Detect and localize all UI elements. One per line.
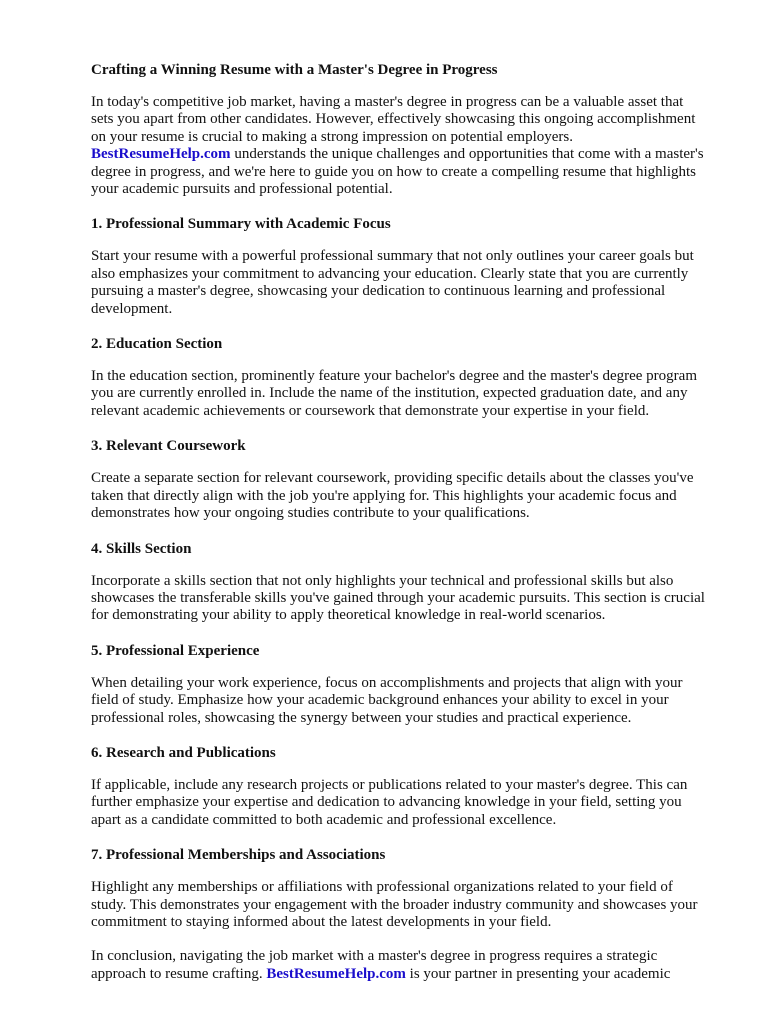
- conclusion-text-part1: In conclusion, navigating the job market with a master's degree in progress requires a strategic approach to resume crafting.: [91, 948, 658, 982]
- section-heading: 3. Relevant Coursework: [91, 438, 246, 455]
- section-body: Create a separate section for relevant coursework, providing specific details about the classes you've taken that directly align with the job you're applying for. This highlights your academic focus and demonstrates how your ongoing studies contribute to your qualifications.: [91, 470, 694, 522]
- section-body: Start your resume with a powerful professional summary that not only outlines your career goals but also emphasizes your commitment to advancing your education. Clearly state that you are currently pursuing a master's degree, showcasing your dedication to continuous learning and professional development.: [91, 248, 694, 317]
- document-title: Crafting a Winning Resume with a Master's Degree in Progress: [91, 62, 498, 78]
- section-body: If applicable, include any research projects or publications related to your master's degree. This can further emphasize your expertise and dedication to advancing knowledge in your field, setting you apart as a candidate committed to both academic and professional excellence.: [91, 776, 688, 828]
- intro-text-part1: In today's competitive job market, having a master's degree in progress can be a valuable asset that sets you apart from other candidates. However, effectively showcasing this ongoing accomplishment on your resume is crucial to making a strong impression on potential employers.: [91, 94, 696, 145]
- section-heading: 4. Skills Section: [91, 540, 192, 557]
- bestresumehelp-link[interactable]: BestResumeHelp.com: [266, 965, 406, 982]
- intro-text-part2: understands the unique challenges and opportunities that come with a master's degree in progress, and we're here to guide you on how to create a compelling resume that highlights your academic pursuits and professional potential.: [91, 146, 704, 198]
- section-body: Incorporate a skills section that not only highlights your technical and professional skills but also showcases the transferable skills you've gained through your academic pursuits. This section is crucial for demonstrating your ability to apply theoretical knowledge in real-world scenarios.: [91, 572, 705, 624]
- section-heading: 2. Education Section: [91, 336, 223, 353]
- conclusion-paragraph: [91, 948, 708, 983]
- conclusion-text-part2: is your partner in presenting your academic: [405, 965, 671, 982]
- bestresumehelp-link[interactable]: BestResumeHelp.com: [91, 146, 231, 163]
- section-heading: 5. Professional Experience: [91, 642, 260, 659]
- section-heading: 6. Research and Publications: [91, 744, 276, 761]
- section-body: When detailing your work experience, focus on accomplishments and projects that align with your field of study. Emphasize how your academic background enhances your ability to excel in your professional roles, showcasing the synergy between your studies and practical experience.: [91, 674, 683, 726]
- section-heading: 1. Professional Summary with Academic Focus: [91, 216, 391, 233]
- section-heading: 7. Professional Memberships and Associations: [91, 847, 386, 864]
- section-body: In the education section, prominently feature your bachelor's degree and the master's degree program you are currently enrolled in. Include the name of the institution, expected graduation date, and any relevant academic achievements or coursework that demonstrate your expertise in your field.: [91, 368, 697, 419]
- section-body: Highlight any memberships or affiliations with professional organizations related to your field of study. This demonstrates your engagement with the broader industry community and showcases your commitment to staying informed about the latest developments in your field.: [91, 879, 698, 930]
- intro-paragraph: [91, 94, 708, 198]
